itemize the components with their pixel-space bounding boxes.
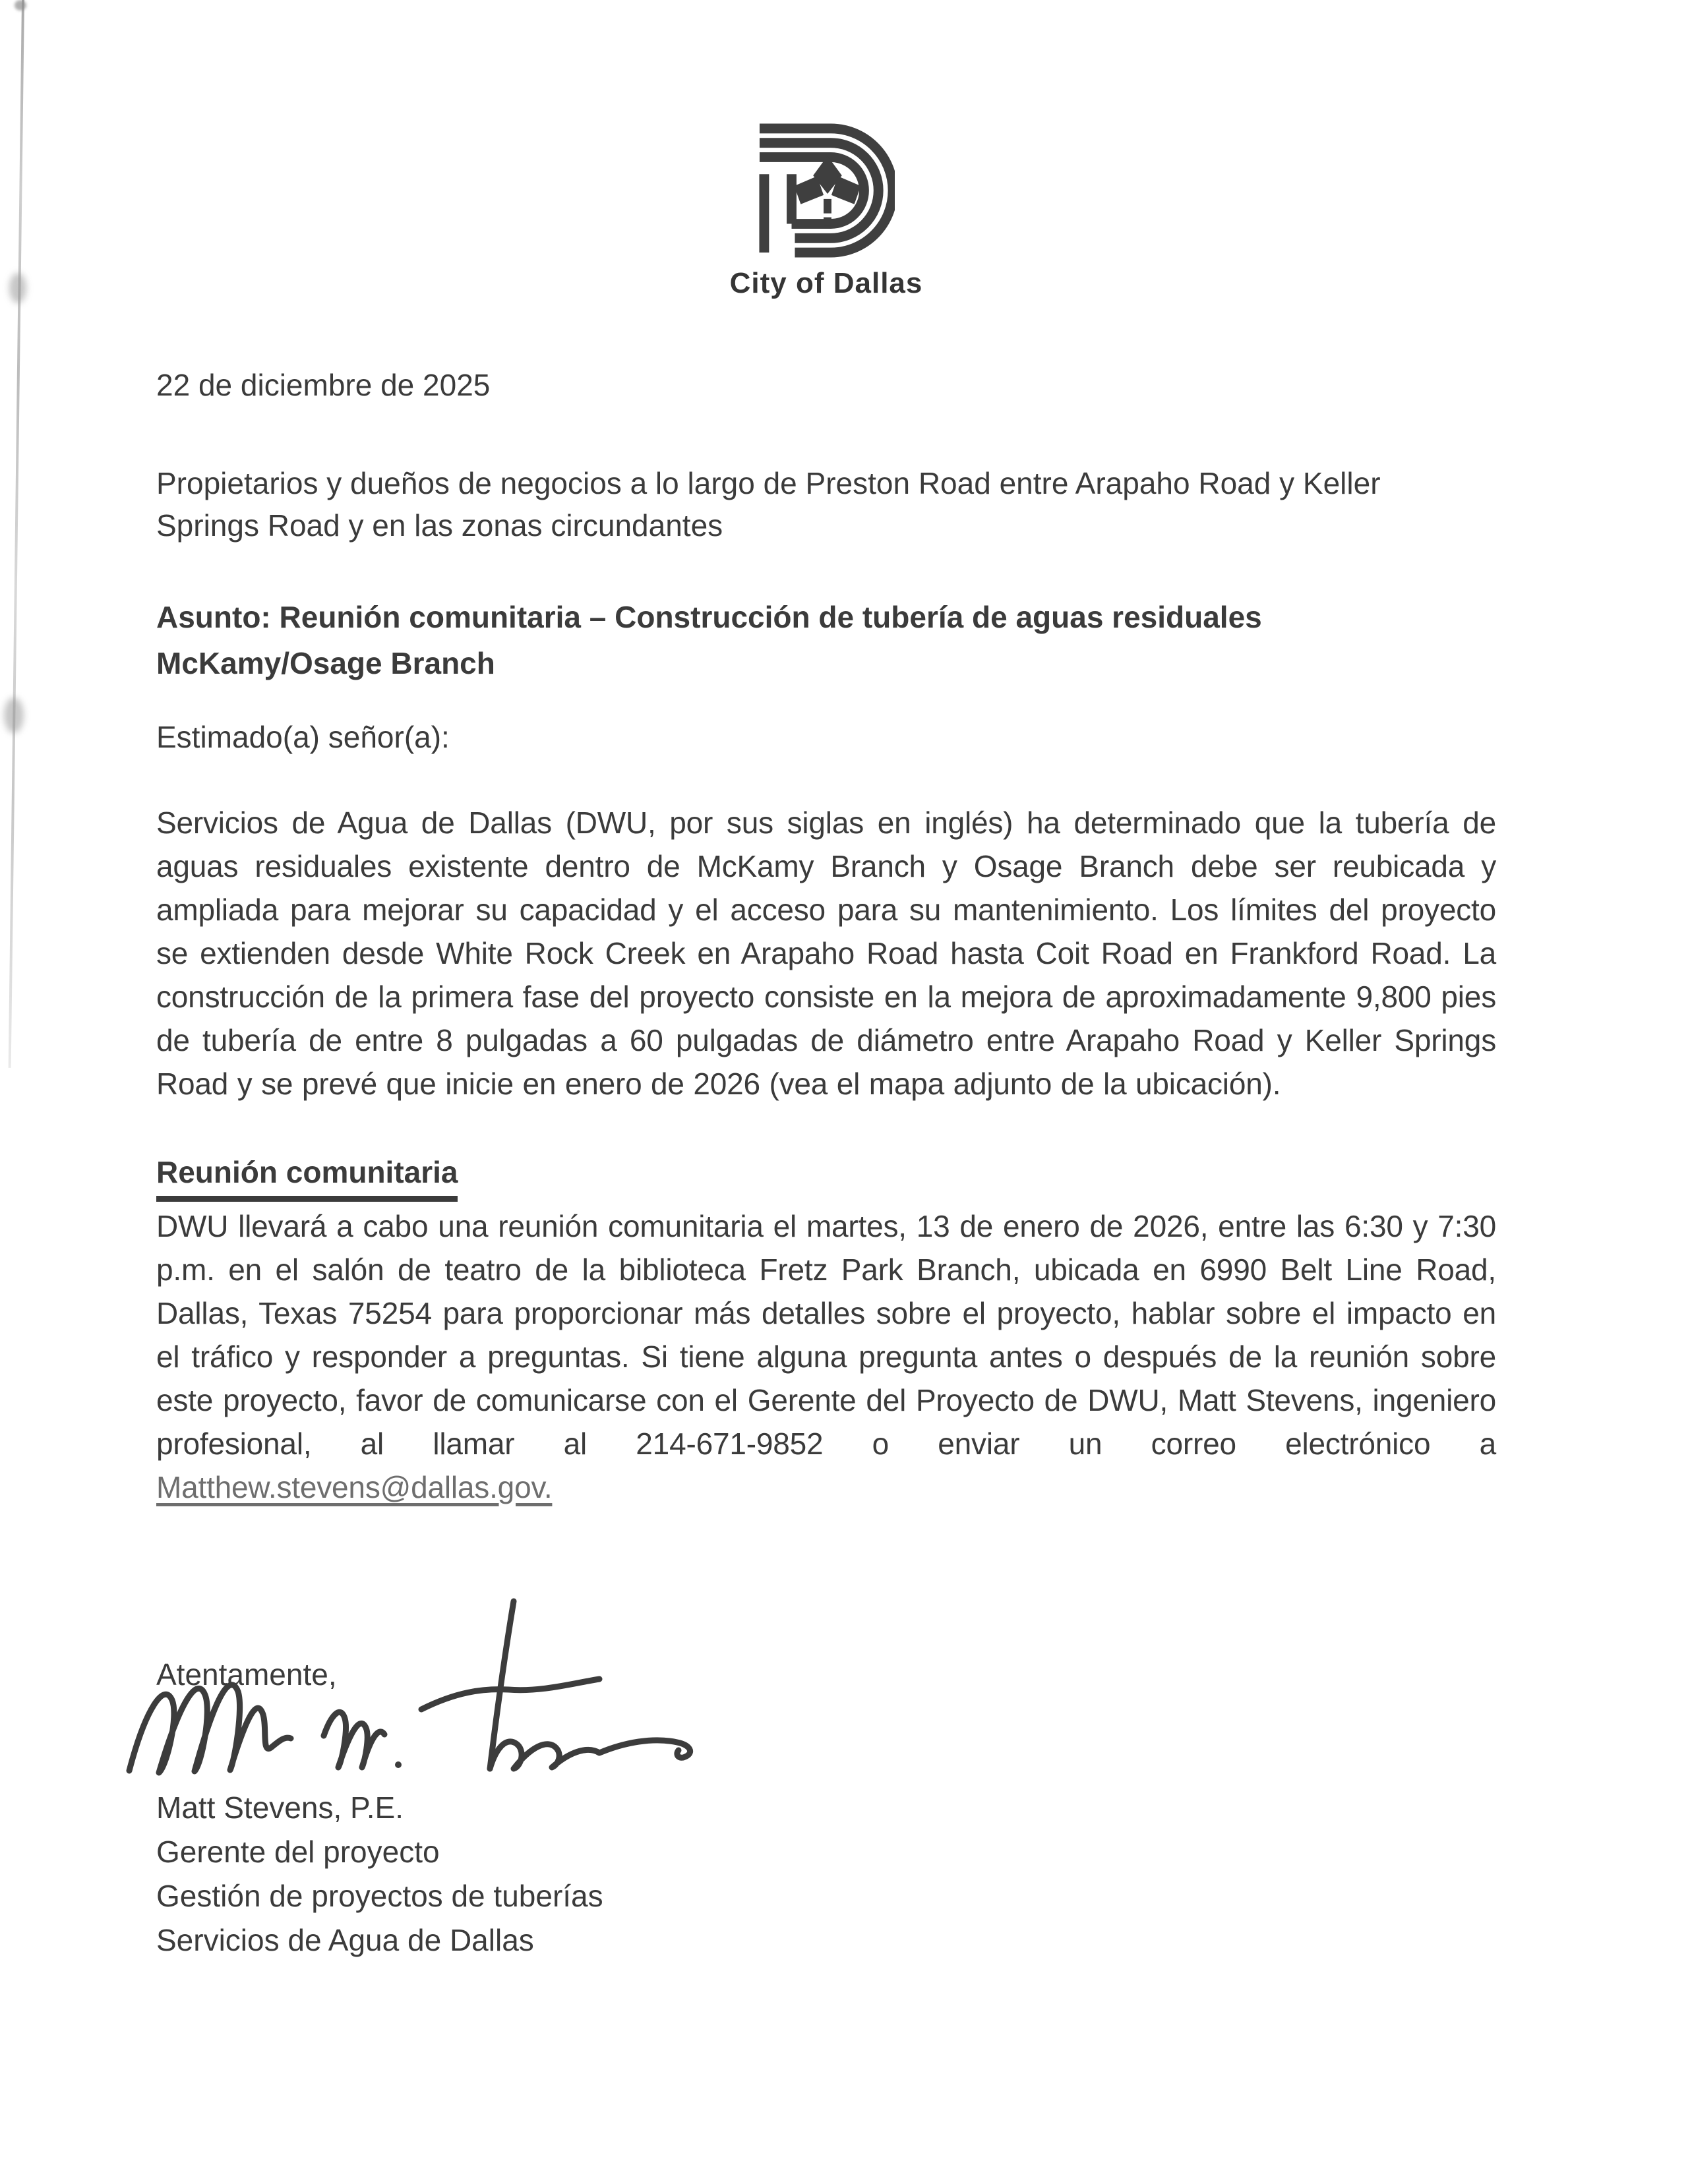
signer-department: Servicios de Agua de Dallas [156,1923,534,1957]
letter-header [156,123,1496,300]
paragraph-project-description: Servicios de Agua de Dallas (DWU, por sus siglas en inglés) ha determinado que la tubería de aguas residuales existente dentro de McKamy Branch y Osage Branch debe ser reubicada y ampliada para mejorar su capacidad y el acceso para su mantenimiento. Los límites del proyecto se extienden desde White Rock Creek en Arapaho Road hasta Coit Road en Frankford Road. La construcción de la primera fase del proyecto consiste en la mejora de aproximadamente 9,800 pies de tubería de entre 8 pulgadas a 60 pulgadas de diámetro entre Arapaho Road y Keller Springs Road y se prevé que inicie en enero de 2026 (vea el mapa adjunto de la ubicación). [156,806,1496,1101]
subject-block [156,594,1496,686]
recipient-line: Propietarios y dueños de negocios a lo largo de Preston Road entre Arapaho Road y Keller [156,466,1381,500]
scan-smudge [4,697,24,733]
closing-salutation: Atentamente, [156,1657,337,1692]
signer-name: Matt Stevens, P.E. [156,1790,404,1825]
scan-edge-artifact [9,0,24,1068]
recipient-line: Springs Road y en las zonas circundantes [156,508,723,543]
subject-line: McKamy/Osage Branch [156,646,495,680]
scan-smudge [15,0,26,11]
paragraph-meeting-details [156,1204,1496,1509]
logo-caption: City of Dallas [729,267,923,299]
letter-content [156,0,1496,1963]
salutation: Estimado(a) señor(a): [156,720,450,754]
meeting-heading-text: Reunión comunitaria [156,1152,458,1202]
signature-block [156,1786,1496,1963]
signature-area [156,1696,1496,1786]
city-of-dallas-logo-icon [758,123,895,258]
signer-division: Gestión de proyectos de tuberías [156,1879,603,1913]
recipient-block [156,462,1496,546]
email-link[interactable]: Matthew.stevens@dallas.gov. [156,1470,553,1504]
meeting-heading [156,1152,1496,1202]
scan-smudge [9,273,26,303]
signer-title: Gerente del proyecto [156,1835,440,1869]
letter-date: 22 de diciembre de 2025 [156,368,491,402]
meeting-body-text: DWU llevará a cabo una reunión comunitaria el martes, 13 de enero de 2026, entre las 6:30 y 7:30 p.m. en el salón de teatro de la biblioteca Fretz Park Branch, ubicada en 6990 Belt Line Road, Dallas, Texas 75254 para proporcionar más detalles sobre el proyecto, hablar sobre el impacto en el tráfico y responder a preguntas. Si tiene alguna pregunta antes o después de la reunión sobre este proyecto, favor de comunicarse con el Gerente del Proyecto de DWU, Matt Stevens, ingeniero profesional, al llamar al 214-671-9852 o enviar un correo electrónico a [156,1209,1496,1461]
subject-line: Asunto: Reunión comunitaria – Construcción de tubería de aguas residuales [156,600,1262,634]
